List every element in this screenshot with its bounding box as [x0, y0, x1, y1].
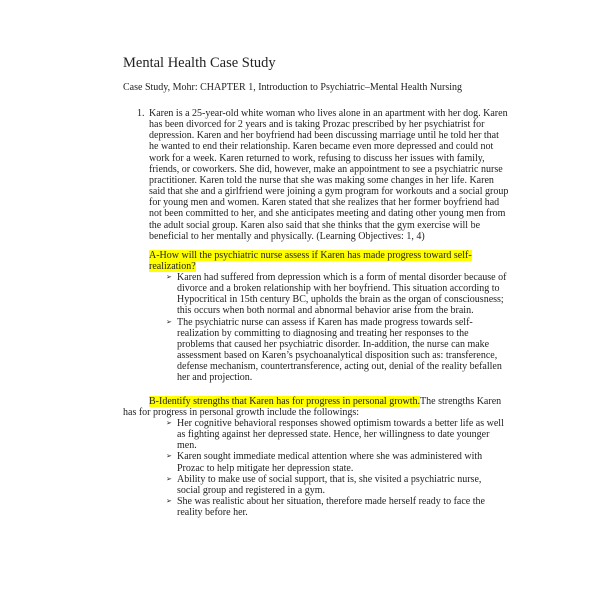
text-line: Karen had suffered from depression which is a form of mental disorder because of: [177, 272, 507, 283]
text-line: said that she and a girlfriend were joining a gym program for workouts and a social group: [149, 186, 509, 198]
question-b-heading: [123, 396, 523, 418]
text-line: The psychiatric nurse can assess if Karen has made progress towards self-: [177, 316, 473, 328]
bullet-item: [166, 496, 526, 518]
arrow-bullet-icon: ➢: [166, 317, 172, 326]
text-line: social group and registered in a gym.: [177, 484, 326, 496]
bullet-item: [166, 451, 526, 473]
text-line: Prozac to help mitigate her depression state.: [177, 462, 354, 474]
highlighted-question: B-Identify strengths that Karen has for progress in personal growth.: [149, 396, 421, 407]
text-line: problems that caused her psychiatric disorder. In-addition, the nurse can make: [177, 338, 490, 350]
text-line: has been divorced for 2 years and is taking Prozac prescribed by her psychiatrist for: [149, 119, 485, 131]
text-line: divorce and a broken relationship with her boyfriend. This situation according to: [177, 283, 500, 295]
text-line: as fighting against her depressed state. Hence, her willingness to date younger: [177, 429, 490, 441]
bullet-item: [166, 474, 526, 496]
answer-intro-continued: has for progress in personal growth include the followings:: [123, 407, 360, 419]
text-line: friends, or coworkers. She did, however, make an appointment to see a psychiatric nurse: [149, 163, 503, 175]
text-line: depression. Karen and her boyfriend had been discussing marriage until he told her that: [149, 130, 499, 142]
text-line: She was realistic about her situation, therefore made herself ready to face the: [177, 496, 485, 508]
text-line: assessment based on Karen’s psychoanalytical disposition such as: transference,: [177, 350, 498, 362]
text-line: not been committed to her, and she anticipates meeting and dating other young men from: [149, 208, 506, 220]
text-line: Karen is a 25-year-old white woman who lives alone in an apartment with her dog. Karen: [149, 108, 508, 119]
highlighted-question: realization?: [149, 261, 196, 273]
bullet-item: [166, 317, 526, 384]
arrow-bullet-icon: ➢: [166, 273, 172, 281]
text-line: Karen sought immediate medical attention where she was administered with: [177, 451, 483, 463]
case-study-text: [149, 108, 519, 242]
arrow-bullet-icon: ➢: [166, 497, 172, 506]
bullet-item: [166, 272, 526, 317]
arrow-bullet-icon: ➢: [166, 474, 172, 483]
text-line: men.: [177, 440, 197, 452]
text-line: reality before her.: [177, 507, 248, 519]
question-b-answers: [166, 418, 526, 518]
document-subtitle: Case Study, Mohr: CHAPTER 1, Introduction to Psychiatric–Mental Health Nursing: [123, 82, 463, 93]
text-line: practitioner. Karen told the nurse that she was making some changes in her life. Karen: [149, 174, 494, 186]
text-line: he wanted to end their relationship. Karen became even more depressed and could not: [149, 141, 494, 153]
text-line: realization by committing to diagnosing and treating her responses to the: [177, 327, 469, 339]
text-line: beneficial to her mentally and physically. (Learning Objectives: 1, 4): [149, 230, 425, 242]
answer-intro: The strengths Karen: [420, 396, 502, 407]
text-line: Ability to make use of social support, that is, she visited a psychiatric nurse,: [177, 473, 482, 485]
text-line: work for a week. Karen returned to work, refusing to discuss her issues with family,: [149, 152, 485, 164]
question-a-answers: [166, 272, 526, 384]
text-line: her and projection.: [177, 372, 253, 384]
text-line: Hypocritical in 15th century BC, upholds the brain as the organ of consciousness;: [177, 294, 504, 306]
question-a-heading: [149, 250, 529, 272]
text-line: the adult social group. Karen also said that she thinks that the gym exercise will be: [149, 219, 481, 231]
document-title: Mental Health Case Study: [123, 55, 276, 71]
text-line: Her cognitive behavioral responses showed optimism towards a better life as well: [177, 418, 504, 429]
text-line: this occurs when both normal and abnormal behavior arise from the brain.: [177, 305, 474, 317]
arrow-bullet-icon: ➢: [166, 419, 172, 427]
bullet-item: [166, 418, 526, 451]
highlighted-question: A-How will the psychiatric nurse assess if Karen has made progress toward self-: [149, 250, 472, 261]
text-line: defense mechanism, countertransference, acting out, denial of the reality befallen: [177, 361, 502, 373]
list-number: 1.: [137, 108, 145, 119]
text-line: for young men and women. Karen stated that she realizes that her former boyfriend had: [149, 197, 500, 209]
arrow-bullet-icon: ➢: [166, 452, 172, 461]
